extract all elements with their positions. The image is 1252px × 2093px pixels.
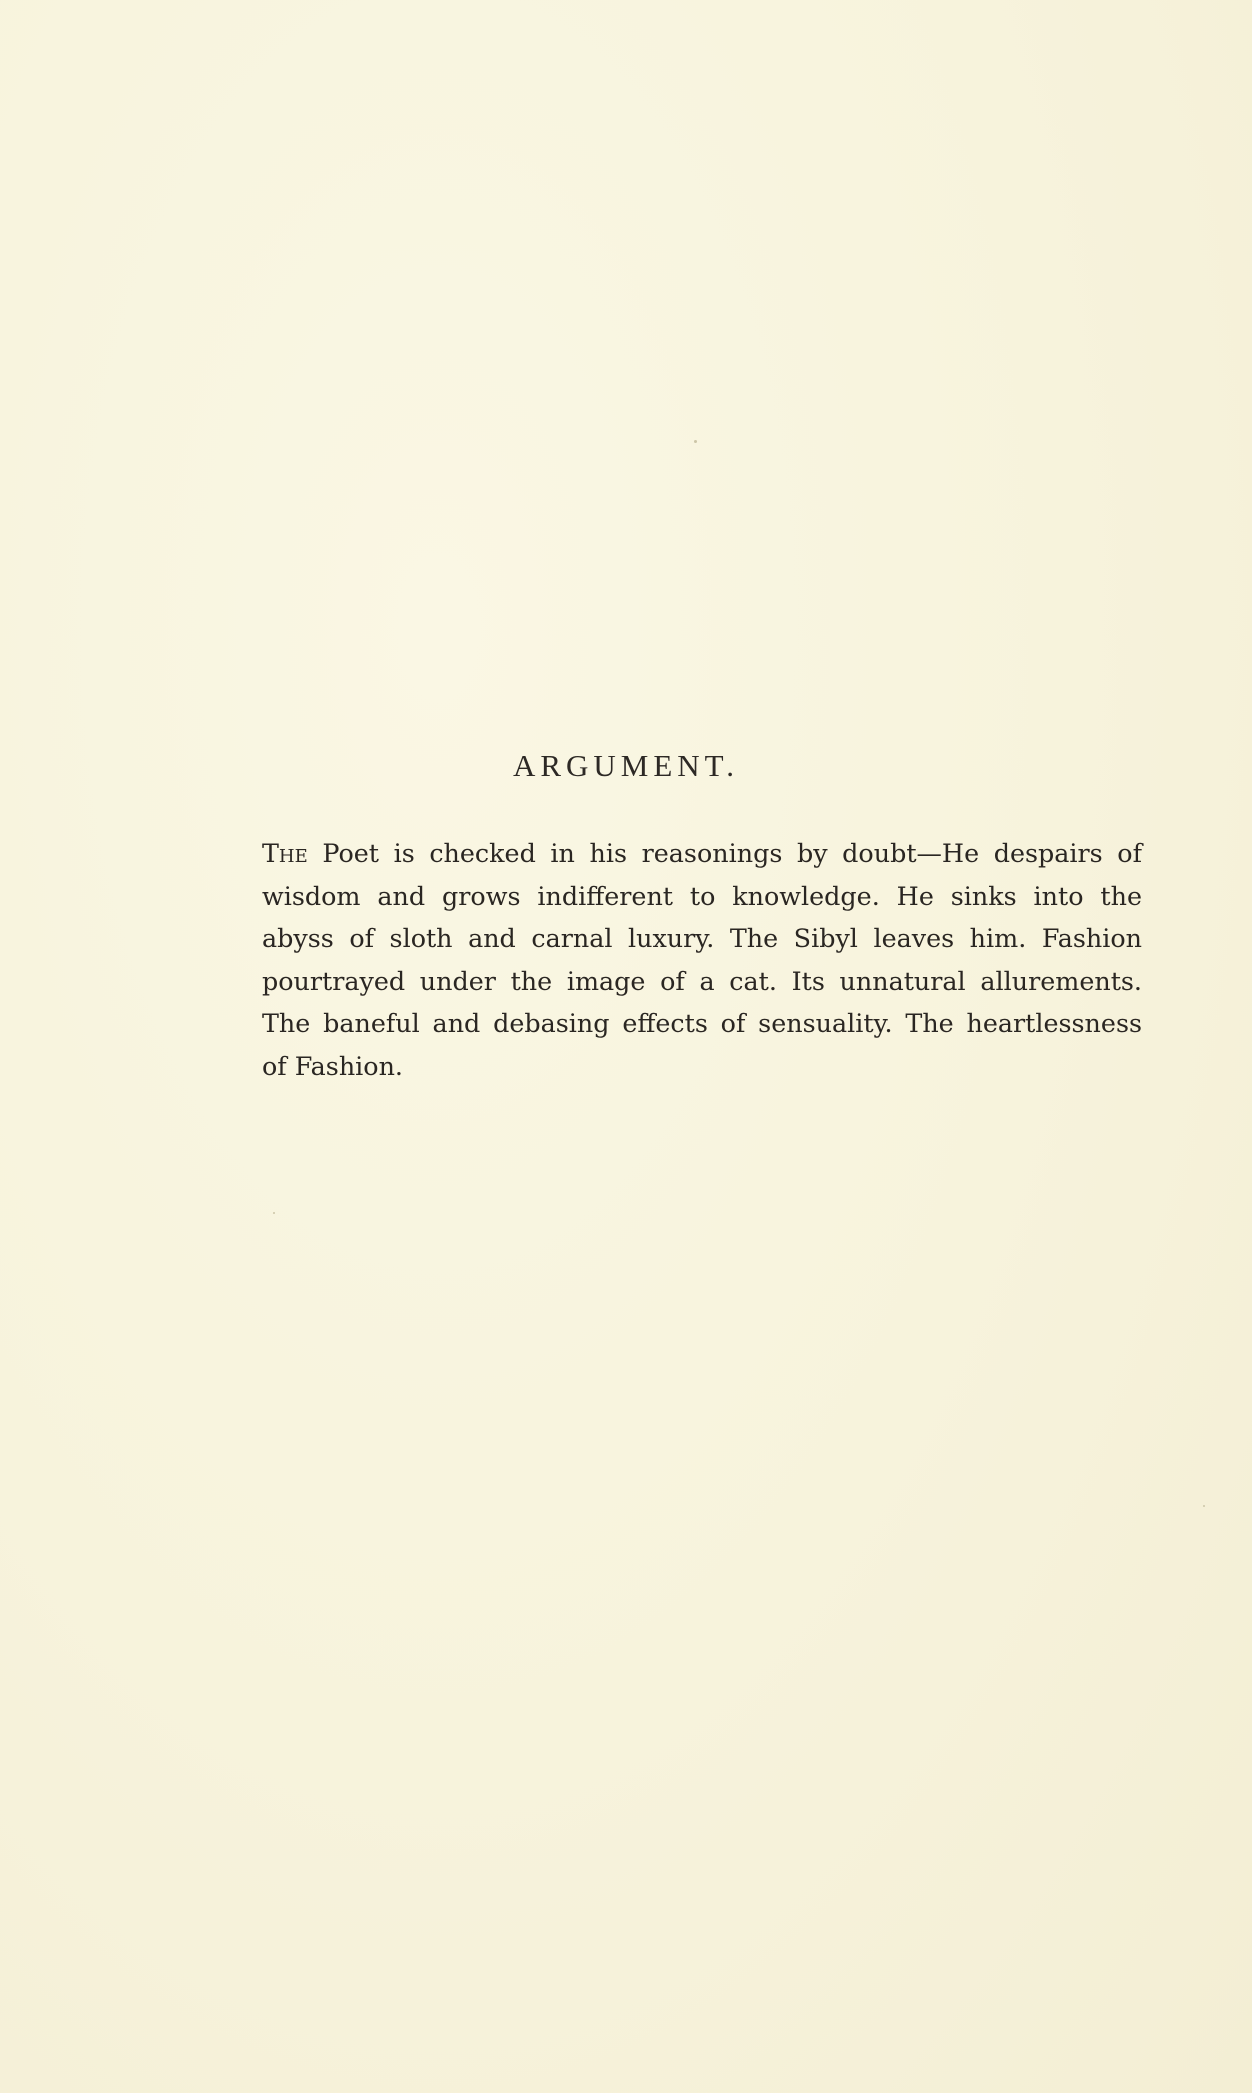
lead-word: The (262, 838, 308, 868)
line-text: Poet is checked in his reasonings by doubt—He despairs of (307, 838, 1142, 868)
paper-speck (694, 440, 697, 443)
argument-paragraph (262, 832, 1142, 1087)
paper-speck (273, 1212, 275, 1214)
paragraph-line-4: pourtrayed under the image of a cat. Its unnatural allurements. (262, 965, 1142, 996)
paragraph-line-1 (262, 832, 1142, 875)
argument-heading: ARGUMENT. (512, 748, 740, 783)
paragraph-line-6: of Fashion. (262, 1050, 403, 1081)
paper-speck (1203, 1505, 1205, 1507)
paragraph-line-2: wisdom and grows indifferent to knowledge. He sinks into the (262, 880, 1142, 911)
paragraph-line-3: abyss of sloth and carnal luxury. The Sibyl leaves him. Fashion (262, 923, 1142, 953)
paragraph-line-5: The baneful and debasing effects of sensuality. The heartlessness (262, 1008, 1142, 1038)
